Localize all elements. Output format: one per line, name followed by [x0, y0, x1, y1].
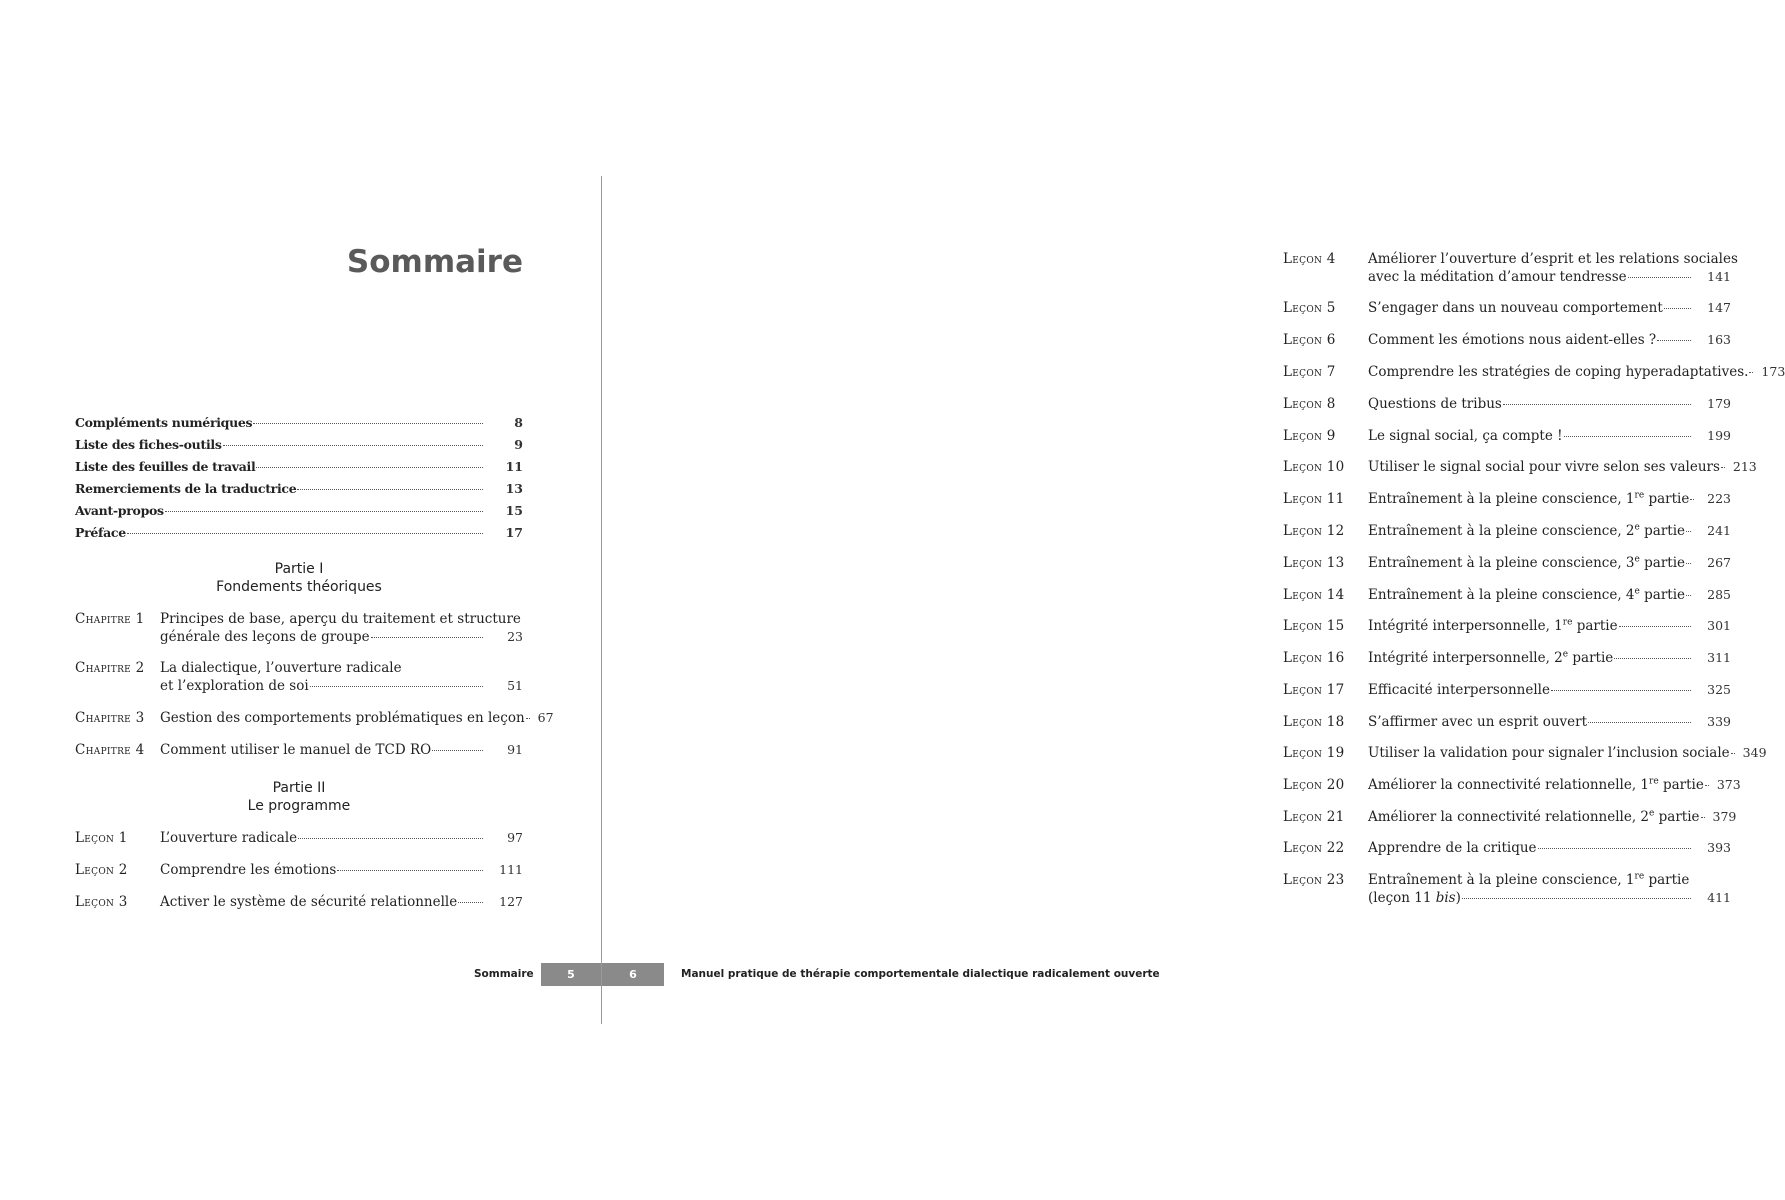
entry-body — [1368, 395, 1731, 413]
entry-last-line — [160, 677, 523, 695]
entry-tag: Leçon 13 — [1283, 555, 1345, 571]
entry-text: Entraînement à la pleine conscience, 3e partie — [1368, 554, 1686, 571]
dot-leader — [1686, 563, 1691, 564]
entry-last-line — [160, 829, 523, 847]
entry-body — [1368, 617, 1731, 635]
ordinal-suffix: e — [1649, 808, 1655, 819]
ordinal-suffix: re — [1634, 871, 1645, 882]
dot-leader — [256, 467, 483, 468]
dot-leader — [310, 686, 483, 687]
dot-leader — [1731, 753, 1735, 754]
ordinal-suffix: re — [1634, 490, 1645, 501]
entry-body — [1368, 363, 1785, 381]
entry-tag: Leçon 1 — [75, 830, 128, 846]
entry-label: Avant-propos — [75, 503, 164, 518]
entry-tag: Chapitre 1 — [75, 611, 145, 627]
entry-body — [1368, 490, 1731, 508]
page-number: 223 — [1707, 491, 1731, 506]
entry-body — [1368, 554, 1731, 572]
dot-leader — [371, 637, 483, 638]
entry-label: Compléments numériques — [75, 415, 253, 430]
page-number: 285 — [1707, 587, 1731, 602]
lesson-entry — [1283, 839, 1731, 857]
lesson-entry — [1283, 744, 1767, 762]
entry-body — [1368, 808, 1737, 826]
entry-body — [1368, 522, 1731, 540]
page-number: 11 — [505, 459, 523, 474]
lesson-entry — [1283, 395, 1731, 413]
page-number: 9 — [514, 437, 523, 452]
page-number: 311 — [1707, 650, 1731, 665]
lesson-entry — [1283, 776, 1741, 794]
ordinal-suffix: re — [1562, 617, 1573, 628]
entry-text: Comprendre les émotions — [160, 862, 337, 878]
entry-tag: Leçon 18 — [1283, 714, 1345, 730]
entry-line: Principes de base, aperçu du traitement et structure — [160, 611, 521, 627]
page-number: 13 — [505, 481, 523, 496]
entry-body — [160, 829, 523, 847]
lesson-entry — [1283, 458, 1757, 476]
dot-leader — [127, 533, 483, 534]
entry-line: Améliorer l’ouverture d’esprit et les relations sociales — [1368, 251, 1738, 267]
lesson-entry — [75, 861, 523, 879]
dot-leader — [1538, 848, 1691, 849]
dot-leader — [1614, 658, 1691, 659]
part-name: Le programme — [247, 798, 351, 814]
entry-body — [1368, 681, 1731, 699]
entry-last-line — [1368, 713, 1731, 731]
ordinal-suffix: re — [1649, 776, 1659, 787]
page-number: 67 — [537, 710, 554, 725]
page-number: 199 — [1707, 428, 1731, 443]
lesson-entry — [1283, 617, 1731, 635]
chapter-entry — [75, 659, 523, 695]
running-title-right: Manuel pratique de thérapie comportementale dialectique radicalement ouverte — [681, 968, 1160, 980]
entry-label: Liste des fiches-outils — [75, 437, 222, 452]
entry-line: Entraînement à la pleine conscience, 1re partie — [1368, 871, 1690, 888]
dot-leader — [223, 445, 483, 446]
toc-entry — [75, 480, 523, 498]
entry-tag: Leçon 2 — [75, 862, 128, 878]
lesson-entry — [1283, 250, 1738, 286]
ordinal-suffix: e — [1634, 554, 1640, 565]
lesson-entry — [1283, 490, 1731, 508]
lesson-entry — [1283, 331, 1731, 349]
lesson-entry — [1283, 586, 1731, 604]
entry-text: S’engager dans un nouveau comportement — [1368, 300, 1663, 316]
entry-tag: Leçon 15 — [1283, 618, 1345, 634]
entry-tag: Chapitre 3 — [75, 710, 145, 726]
lesson-entry — [1283, 808, 1737, 826]
entry-body — [160, 709, 554, 727]
chapter-entry — [75, 610, 523, 646]
entry-tag: Leçon 19 — [1283, 745, 1345, 761]
entry-body — [160, 741, 523, 759]
dot-leader — [1564, 436, 1691, 437]
page-number: 141 — [1707, 269, 1731, 284]
entry-label: Liste des feuilles de travail — [75, 459, 256, 474]
page-number: 267 — [1707, 555, 1731, 570]
page-number: 147 — [1707, 300, 1731, 315]
entry-last-line — [1368, 839, 1731, 857]
entry-last-line — [1368, 681, 1731, 699]
entry-tag: Leçon 12 — [1283, 523, 1345, 539]
dot-leader — [1588, 722, 1691, 723]
entry-body — [1368, 427, 1731, 445]
entry-text: S’affirmer avec un esprit ouvert — [1368, 714, 1588, 730]
dot-leader — [1705, 785, 1709, 786]
dot-leader — [297, 489, 483, 490]
entry-last-line — [1368, 299, 1731, 317]
entry-text: Entraînement à la pleine conscience, 4e partie — [1368, 586, 1686, 603]
page-number: 8 — [514, 415, 523, 430]
folio-right: 6 — [602, 963, 664, 986]
entry-last-line — [1368, 776, 1741, 794]
entry-body — [1368, 713, 1731, 731]
entry-last-line — [1368, 586, 1731, 604]
entry-text: et l’exploration de soi — [160, 678, 309, 694]
lesson-entry — [1283, 554, 1731, 572]
entry-last-line — [1368, 268, 1731, 286]
entry-tag: Leçon 10 — [1283, 459, 1345, 475]
page-number: 393 — [1707, 840, 1731, 855]
entry-body — [1368, 649, 1731, 667]
entry-last-line — [1368, 554, 1731, 572]
entry-body — [1368, 250, 1738, 286]
page-number: 349 — [1742, 745, 1767, 760]
dot-leader — [1628, 277, 1691, 278]
entry-text: Utiliser le signal social pour vivre selon ses valeurs — [1368, 459, 1720, 475]
lesson-entry — [1283, 522, 1731, 540]
entry-last-line — [1368, 458, 1757, 476]
entry-last-line — [1368, 744, 1767, 762]
entry-last-line — [160, 741, 523, 759]
entry-last-line — [1368, 395, 1731, 413]
page-number: 213 — [1732, 459, 1757, 474]
dot-leader — [1701, 817, 1705, 818]
page-number: 179 — [1707, 396, 1731, 411]
page-number: 411 — [1707, 890, 1731, 905]
entry-text: Apprendre de la critique — [1368, 840, 1537, 856]
page-number: 91 — [507, 742, 523, 757]
entry-text: Améliorer la connectivité relationnelle, 2e partie — [1368, 808, 1700, 825]
page-number: 173 — [1761, 364, 1785, 379]
left-page — [0, 0, 601, 1200]
page-number: 111 — [499, 862, 523, 877]
entry-text: Comment utiliser le manuel de TCD RO — [160, 742, 432, 758]
page-number: 325 — [1707, 682, 1731, 697]
dot-leader — [298, 838, 483, 839]
entry-body — [1368, 299, 1731, 317]
entry-text: Comprendre les stratégies de coping hyperadaptatives. — [1368, 364, 1749, 380]
dot-leader — [337, 870, 483, 871]
entry-body — [160, 659, 523, 695]
entry-line: La dialectique, l’ouverture radicale — [160, 660, 402, 676]
toc-entry — [75, 436, 523, 454]
entry-tag: Leçon 22 — [1283, 840, 1345, 856]
folio-left: 5 — [541, 963, 601, 986]
entry-text: L’ouverture radicale — [160, 830, 298, 846]
running-title-left: Sommaire — [474, 968, 534, 980]
entry-text: Entraînement à la pleine conscience, 1re partie — [1368, 490, 1690, 507]
toc-entry — [75, 414, 523, 432]
entry-last-line — [1368, 490, 1731, 508]
entry-tag: Chapitre 4 — [75, 742, 145, 758]
entry-last-line — [1368, 363, 1785, 381]
entry-text: Questions de tribus — [1368, 396, 1502, 412]
entry-last-line — [1368, 331, 1731, 349]
page-title: Sommaire — [346, 244, 523, 280]
page-number: 17 — [505, 525, 523, 540]
entry-text: avec la méditation d’amour tendresse — [1368, 269, 1627, 285]
page-number: 127 — [499, 894, 523, 909]
entry-tag: Leçon 7 — [1283, 364, 1336, 380]
page-number: 15 — [505, 503, 523, 518]
entry-tag: Leçon 8 — [1283, 396, 1336, 412]
page-number: 241 — [1707, 523, 1731, 538]
dot-leader — [1551, 690, 1691, 691]
dot-leader — [1749, 372, 1753, 373]
entry-tag: Leçon 20 — [1283, 777, 1345, 793]
dot-leader — [253, 423, 483, 424]
entry-tag: Leçon 14 — [1283, 587, 1345, 603]
part-name: Fondements théoriques — [216, 579, 382, 595]
entry-last-line — [1368, 889, 1731, 907]
dot-leader — [1690, 499, 1694, 500]
dot-leader — [1657, 340, 1691, 341]
entry-text: Entraînement à la pleine conscience, 2e partie — [1368, 522, 1686, 539]
entry-last-line — [160, 893, 523, 911]
part-number: Partie II — [272, 780, 326, 796]
ordinal-suffix: e — [1634, 522, 1640, 533]
entry-last-line — [1368, 427, 1731, 445]
entry-tag: Leçon 11 — [1283, 491, 1345, 507]
entry-tag: Chapitre 2 — [75, 660, 145, 676]
entry-text: Utiliser la validation pour signaler l’inclusion sociale — [1368, 745, 1730, 761]
lesson-entry — [1283, 363, 1785, 381]
dot-leader — [1721, 467, 1725, 468]
lesson-entry — [75, 893, 523, 911]
entry-text: Activer le système de sécurité relationnelle — [160, 894, 458, 910]
page-number: 339 — [1707, 714, 1731, 729]
lesson-entry — [1283, 713, 1731, 731]
entry-tag: Leçon 3 — [75, 894, 128, 910]
dot-leader — [1619, 626, 1691, 627]
entry-tag: Leçon 5 — [1283, 300, 1336, 316]
entry-text: (leçon 11 bis) — [1368, 890, 1461, 906]
dot-leader — [1462, 898, 1691, 899]
entry-text: Intégrité interpersonnelle, 2e partie — [1368, 649, 1614, 666]
part-number: Partie I — [274, 561, 324, 577]
entry-tag: Leçon 6 — [1283, 332, 1336, 348]
part-title — [75, 560, 523, 596]
entry-last-line — [1368, 808, 1737, 826]
entry-label: Remerciements de la traductrice — [75, 481, 297, 496]
entry-tag: Leçon 4 — [1283, 251, 1336, 267]
dot-leader — [1664, 308, 1691, 309]
dot-leader — [458, 902, 483, 903]
part-title — [75, 779, 523, 815]
entry-body — [1368, 458, 1757, 476]
lesson-entry — [1283, 299, 1731, 317]
entry-tag: Leçon 9 — [1283, 428, 1336, 444]
page-number: 23 — [507, 629, 523, 644]
entry-body — [1368, 744, 1767, 762]
dot-leader — [1686, 595, 1691, 596]
toc-entry — [75, 502, 523, 520]
entry-last-line — [1368, 617, 1731, 635]
lesson-entry — [75, 829, 523, 847]
entry-tag: Leçon 16 — [1283, 650, 1345, 666]
entry-last-line — [1368, 649, 1731, 667]
entry-body — [1368, 586, 1731, 604]
right-page — [602, 0, 1785, 1200]
entry-last-line — [1368, 522, 1731, 540]
italic-word: bis — [1435, 890, 1456, 906]
page-number: 373 — [1716, 777, 1741, 792]
lesson-entry — [1283, 649, 1731, 667]
dot-leader — [526, 718, 530, 719]
entry-text: Gestion des comportements problématiques en leçon — [160, 710, 525, 726]
entry-last-line — [160, 628, 523, 646]
entry-last-line — [160, 709, 554, 727]
entry-last-line — [160, 861, 523, 879]
lesson-entry — [1283, 871, 1731, 907]
entry-tag: Leçon 17 — [1283, 682, 1345, 698]
entry-label: Préface — [75, 525, 126, 540]
page-number: 51 — [507, 678, 523, 693]
entry-text: générale des leçons de groupe — [160, 629, 370, 645]
entry-text: Comment les émotions nous aident-elles ? — [1368, 332, 1657, 348]
chapter-entry — [75, 741, 523, 759]
entry-tag: Leçon 21 — [1283, 809, 1345, 825]
entry-body — [160, 861, 523, 879]
page-number: 379 — [1712, 809, 1737, 824]
toc-entry — [75, 458, 523, 476]
entry-body — [1368, 331, 1731, 349]
entry-body — [1368, 839, 1731, 857]
entry-text: Efficacité interpersonnelle — [1368, 682, 1550, 698]
entry-text: Le signal social, ça compte ! — [1368, 428, 1563, 444]
chapter-entry — [75, 709, 554, 727]
toc-entry — [75, 524, 523, 542]
ordinal-suffix: e — [1634, 586, 1640, 597]
page-number: 163 — [1707, 332, 1731, 347]
dot-leader — [1503, 404, 1691, 405]
entry-text: Intégrité interpersonnelle, 1re partie — [1368, 617, 1618, 634]
entry-body — [160, 893, 523, 911]
page-number: 97 — [507, 830, 523, 845]
ordinal-suffix: e — [1562, 649, 1569, 660]
entry-body — [1368, 776, 1741, 794]
entry-body — [160, 610, 523, 646]
dot-leader — [432, 750, 483, 751]
lesson-entry — [1283, 681, 1731, 699]
dot-leader — [1686, 531, 1691, 532]
entry-body — [1368, 871, 1731, 907]
entry-text: Améliorer la connectivité relationnelle, 1re partie — [1368, 776, 1704, 793]
page-number: 301 — [1707, 618, 1731, 633]
dot-leader — [165, 511, 483, 512]
lesson-entry — [1283, 427, 1731, 445]
entry-tag: Leçon 23 — [1283, 872, 1345, 888]
